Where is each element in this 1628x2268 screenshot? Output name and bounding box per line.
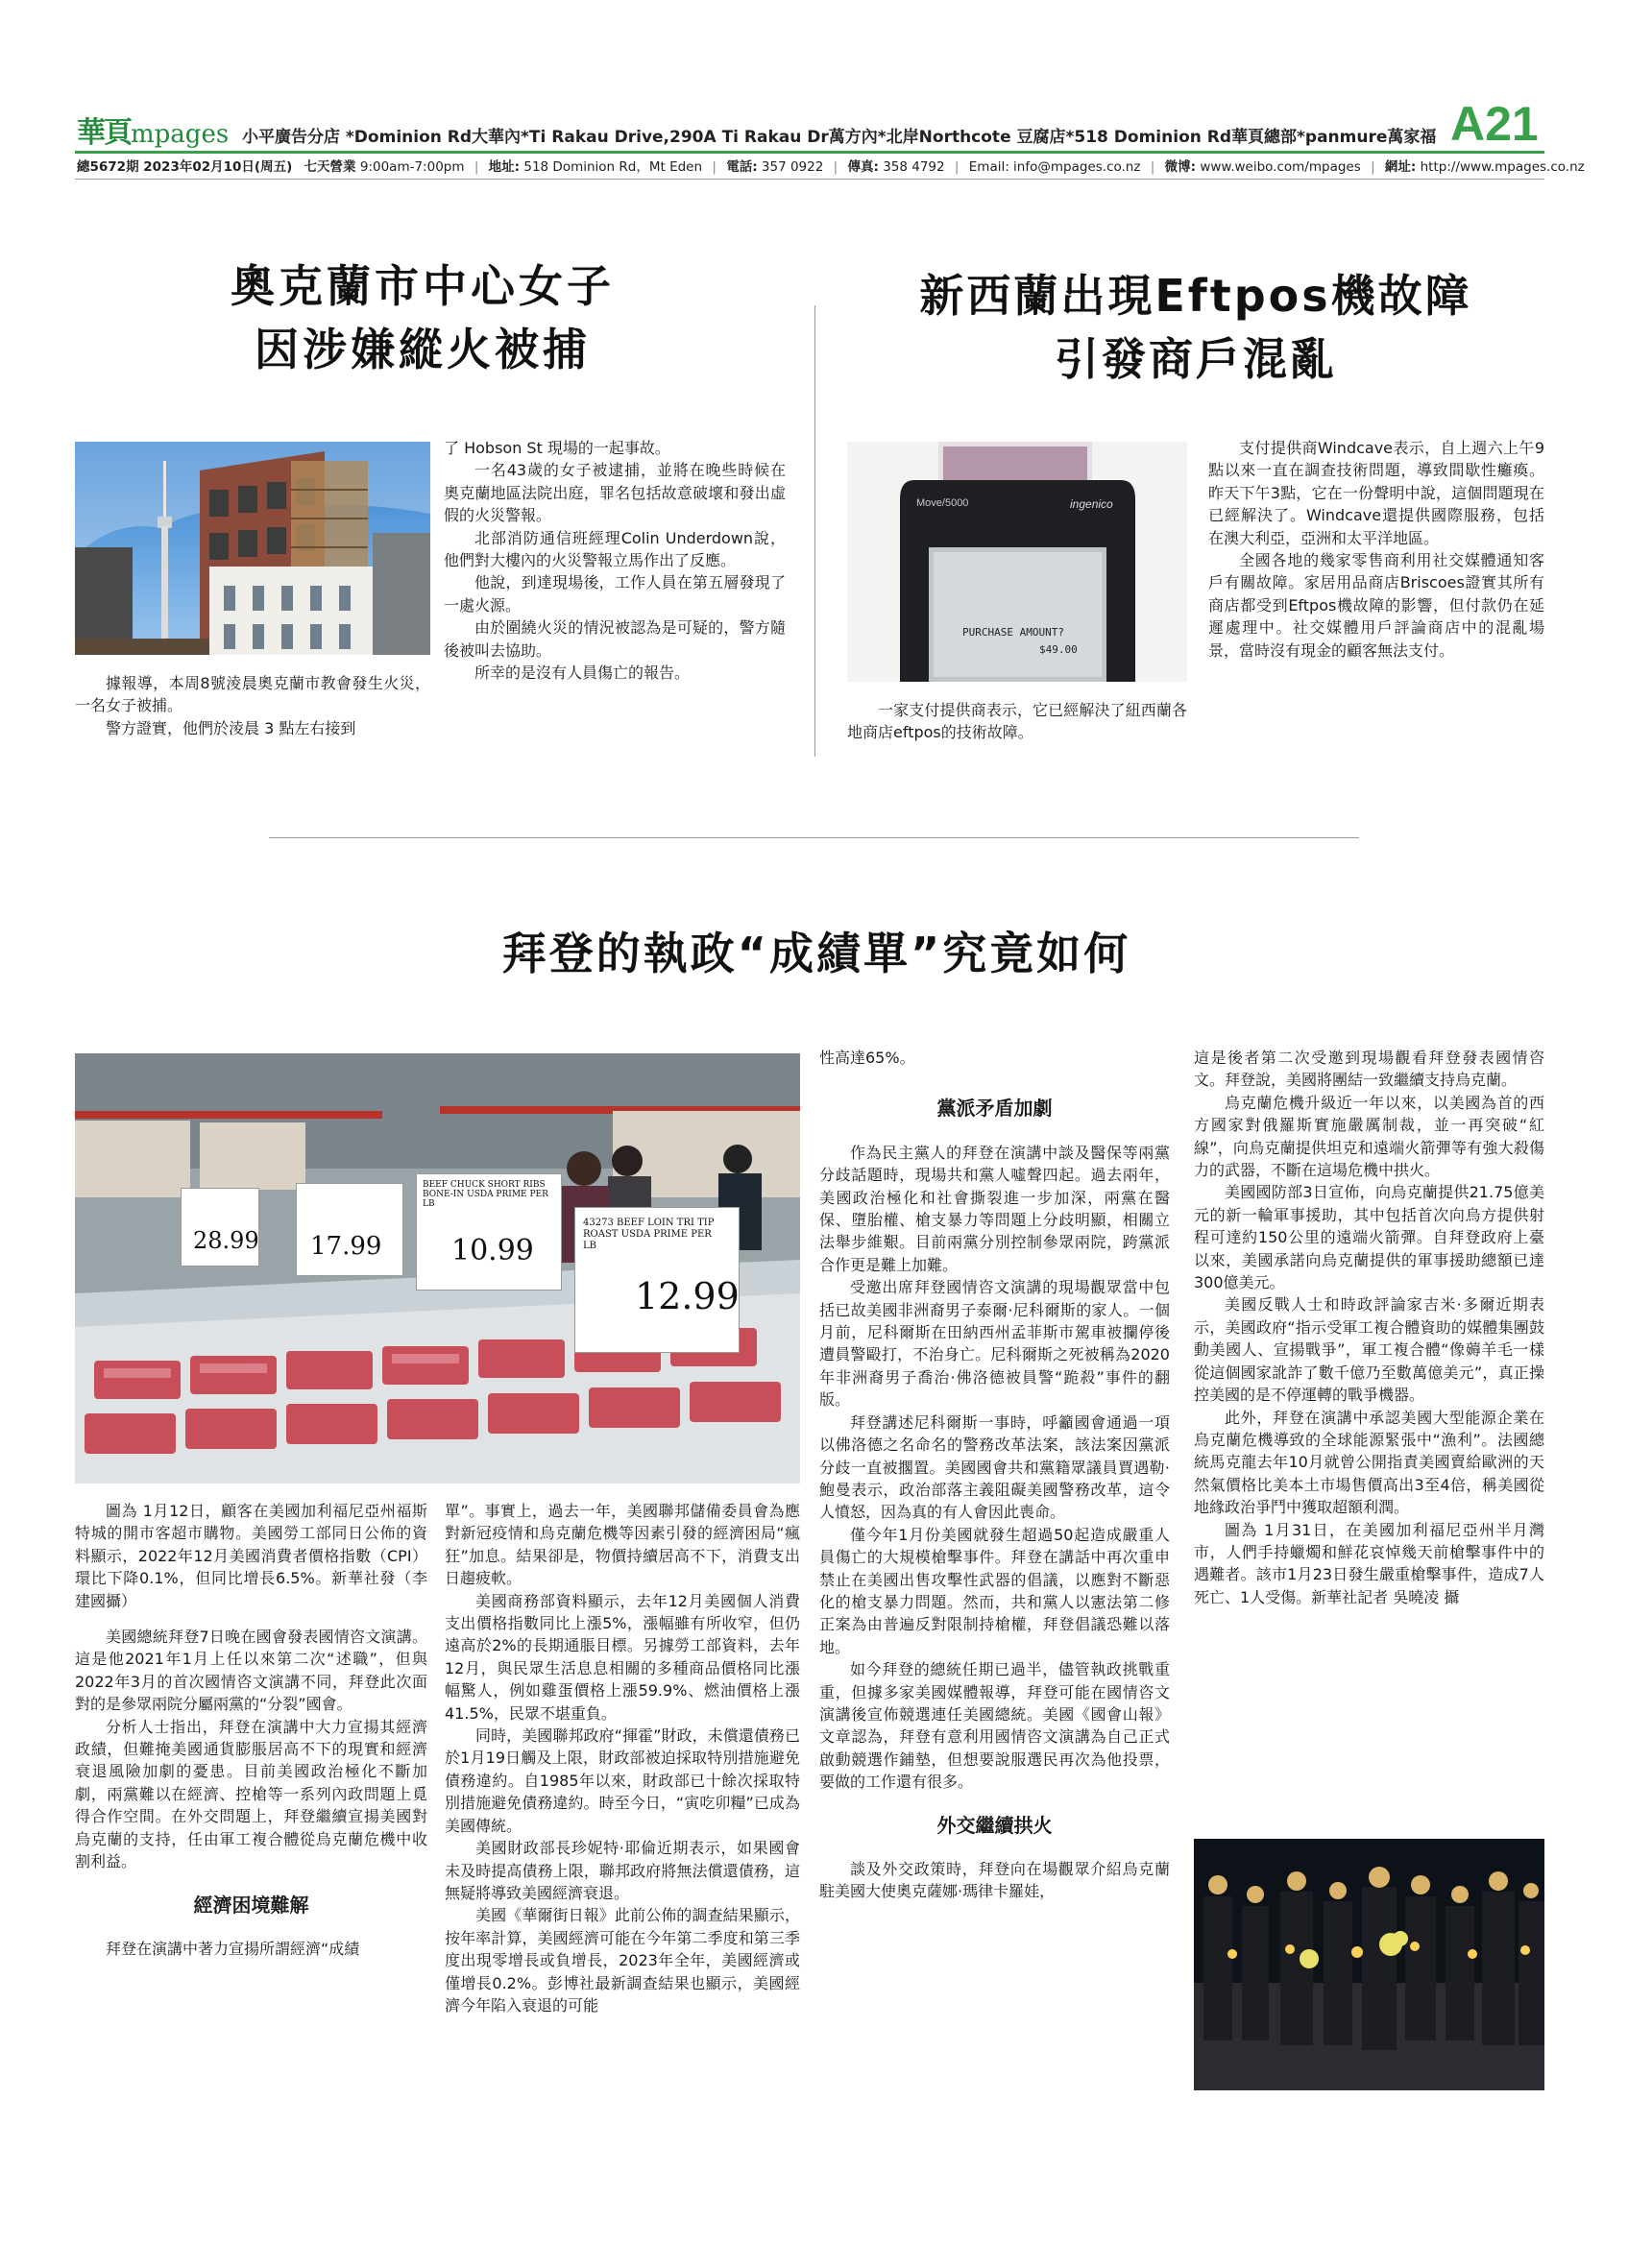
article3-col4-paragraph-4: 此外，拜登在演講中承認美國大型能源企業在烏克蘭危機導致的全球能源緊張中“漁利”。法國總統馬克龍去年10月就曾公開指責美國賣給歐洲的天然氣價格比美本土市場售價高出3至4倍，稱美國從地緣政治爭鬥中獲取超額利潤。 bbox=[1194, 1408, 1544, 1517]
article3-col3-paragraph-0: 性高達65%。 bbox=[819, 1049, 915, 1067]
article2-col-right bbox=[1208, 437, 1544, 662]
article2-caption: 一家支付提供商表示，它已經解決了紐西蘭各地商店eftpos的技術故障。 bbox=[847, 701, 1187, 742]
article1-paragraph-1-head: 警方證實，他們於淩晨 3 點左右接到 bbox=[106, 718, 356, 737]
terminal-amount: $49.00 bbox=[1039, 643, 1078, 656]
article3-col1-paragraph-1: 美國總統拜登7日晚在國會發表國情咨文演講。這是他2021年1月上任以來第二次“述職”，但與2022年3月的首次國情咨文演講不同，拜登此次面對的是參眾兩院分屬兩黨的“分裂”國會。 bbox=[75, 1628, 427, 1714]
article2-headline-line2: 引發商戶混亂 bbox=[1055, 333, 1337, 385]
article3-headline: 拜登的執政“成績單”究竟如何 bbox=[501, 928, 1131, 979]
terminal-model: Move/5000 bbox=[916, 497, 969, 509]
article3-col-1 bbox=[75, 1500, 427, 1960]
info-bar: 總5672期 2023年02月10日(周五) 七天營業 9:00am-7:00pm | 地址: 518 Dominion Rd，Mt Eden | 電話: 357 0922 | 傳真: 358 4792 | Email: info@mpages.co.nz | 微博: www.weibo.com/mpages | 網址: http://www.mpages.co.nz bbox=[77, 159, 1585, 175]
issue-label: 總5672期 2023年02月10日(周五) bbox=[77, 159, 293, 175]
article3-photo-vigil bbox=[1194, 1839, 1544, 2090]
article1-paragraph-1-tail: 了 Hobson St 現場的一起事故。 bbox=[444, 439, 670, 457]
section-divider bbox=[269, 837, 1359, 838]
article1-paragraph-4: 他說，到達現場後，工作人員在第五層發現了一處火源。 bbox=[444, 573, 786, 615]
article1-paragraph-2: 一名43歲的女子被逮捕，並將在晚些時候在奧克蘭地區法院出庭，罪名包括故意破壞和發出虛假的火災警報。 bbox=[444, 461, 786, 525]
article2-caption-block bbox=[847, 699, 1187, 744]
hours-value: 9:00am-7:00pm bbox=[359, 159, 465, 175]
article2-paragraph-2: 全國各地的幾家零售商利用社交媒體通知客戶有關故障。家居用品商店Briscoes證實其所有商店都受到Eftpos機故障的影響，但付款仍在延遲處理中。社交媒體用戶評論商店中的混亂場景，當時沒有現金的顧客無法支付。 bbox=[1208, 551, 1544, 660]
logo-mark: 華頁 bbox=[77, 116, 131, 150]
weibo-label: 微博: bbox=[1164, 159, 1197, 175]
article3-col4-paragraph-1: 烏克蘭危機升級近一年以來，以美國為首的西方國家對俄羅斯實施嚴厲制裁，並一再突破“紅線”，向烏克蘭提供坦克和遠端火箭彈等有強大殺傷力的武器，不斷在這場危機中拱火。 bbox=[1194, 1093, 1544, 1180]
article3-col4-caption: 圖為 1月31日，在美國加利福尼亞州半月灣市，人們手持蠟燭和鮮花哀悼幾天前槍擊事件中的遇難者。該市1月23日發生嚴重槍擊事件，造成7人死亡、1人受傷。新華社記者 吳曉凌 攝 bbox=[1194, 1520, 1544, 1606]
price-tag-3-desc: BEEF CHUCK SHORT RIBS BONE-IN USDA PRIME PER LB bbox=[423, 1180, 548, 1209]
article1-paragraph-6: 所幸的是沒有人員傷亡的報告。 bbox=[474, 664, 691, 683]
logo-wordmark: mpages bbox=[131, 120, 230, 149]
article3-col2-paragraph-3: 美國財政部長珍妮特·耶倫近期表示，如果國會未及時提高債務上限，聯邦政府將無法償還債務，這無疑將導致美國經濟衰退。 bbox=[445, 1839, 800, 1902]
article2-headline-line1: 新西蘭出現Eftpos機故障 bbox=[919, 270, 1472, 322]
article1-paragraph-5: 由於圍繞火災的情況被認為是可疑的，警方隨後被叫去協助。 bbox=[444, 618, 786, 660]
article3-col1-paragraph-2: 分析人士指出，拜登在演講中大力宣揚其經濟政績，但難掩美國通貨膨脹居高不下的現實和經濟衰退風險加劇的憂患。目前美國政治極化不斷加劇，兩黨難以在經濟、控槍等一系列內政問題上覓得合作空間。在外交問題上，拜登繼續宣揚美國對烏克蘭的支持，任由軍工複合體從烏克蘭危機中收割利益。 bbox=[75, 1717, 427, 1871]
article1-col-left bbox=[75, 672, 430, 739]
article1-photo bbox=[75, 442, 430, 655]
article3-col4-paragraph-0: 這是後者第二次受邀到現場觀看拜登發表國情咨文。拜登說，美國將團結一致繼續支持烏克蘭。 bbox=[1194, 1049, 1544, 1090]
header-rule bbox=[75, 151, 1544, 154]
article1-col-right bbox=[444, 437, 786, 684]
website-link[interactable]: http://www.mpages.co.nz bbox=[1420, 159, 1585, 175]
article3-col-4 bbox=[1194, 1047, 1544, 1608]
article3-col2-paragraph-0: 單”。事實上，過去一年，美國聯邦儲備委員會為應對新冠疫情和烏克蘭危機等因素引發的經濟困局“瘋狂”加息。結果卻是，物價持續居高不下，消費支出日趨疲軟。 bbox=[445, 1502, 800, 1588]
article3-col3-paragraph-6: 談及外交政策時，拜登向在場觀眾介紹烏克蘭駐美國大使奧克薩娜·瑪律卡羅娃， bbox=[819, 1860, 1170, 1901]
article1-paragraph-3: 北部消防通信班經理Colin Underdown說，他們對大樓內的火災警報立馬作出了反應。 bbox=[444, 528, 786, 570]
article3-col-2 bbox=[445, 1500, 800, 2016]
price-tag-2 bbox=[296, 1183, 403, 1276]
article3-col-3 bbox=[819, 1047, 1170, 1903]
header-thin-rule bbox=[75, 179, 1544, 180]
weibo-link[interactable]: www.weibo.com/mpages bbox=[1200, 159, 1361, 175]
article1-headline-line1: 奧克蘭市中心女子 bbox=[231, 260, 615, 312]
article3-col3-paragraph-5: 如今拜登的總統任期已過半，儘管執政挑戰重重，但據多家美國媒體報導，拜登可能在國情咨文演講後宣佈競選連任美國總統。美國《國會山報》文章認為，拜登有意利用國情咨文演講為自己正式啟動競選作鋪墊，但想要說服選民再次為他投票，要做的工作還有很多。 bbox=[819, 1660, 1170, 1792]
article3-col2-paragraph-1: 美國商務部資料顯示，去年12月美國個人消費支出價格指數同比上漲5%，漲幅雖有所收窄，但仍遠高於2%的長期通脹目標。另據勞工部資料，去年12月，與民眾生活息息相關的多種商品價格同比漲幅驚人，例如雞蛋價格上漲59.9%、燃油價格上漲41.5%，民眾不堪重負。 bbox=[445, 1591, 800, 1723]
article3-col2-paragraph-4: 美國《華爾街日報》此前公佈的調查結果顯示，按年率計算，美國經濟可能在今年第二季度和第三季度出現零增長或負增長，2023年全年，美國經濟或僅增長0.2%。彭博社最新調查結果也顯示，美國經濟今年陷入衰退的可能 bbox=[445, 1906, 800, 2015]
article3-photo-supermarket bbox=[75, 1053, 800, 1484]
article3-caption: 圖為 1月12日，顧客在美國加利福尼亞州福斯特城的開市客超市購物。美國勞工部同日公佈的資料顯示，2022年12月美國消費者價格指數（CPI）環比下降0.1%，但同比增長6.5%。新華社發（李建國攝） bbox=[75, 1502, 427, 1610]
page-number: A21 bbox=[1450, 97, 1539, 151]
price-tag-1 bbox=[181, 1188, 259, 1267]
price-tag-3 bbox=[416, 1173, 562, 1291]
price-tag-4-value: 12.99 bbox=[635, 1275, 740, 1317]
price-tag-4-desc: 43273 BEEF LOIN TRI TIP ROAST USDA PRIME PER LB bbox=[583, 1218, 715, 1251]
article3-subhead-diplomacy: 外交繼續拱火 bbox=[936, 1813, 1053, 1837]
article3-col4-paragraph-2: 美國國防部3日宣佈，向烏克蘭提供21.75億美元的新一輪軍事援助，其中包括首次向烏方提供射程可達約150公里的遠端火箭彈。自拜登政府上臺以來，美國承諾向烏克蘭提供的軍事援助總額已達300億美元。 bbox=[1194, 1183, 1544, 1292]
article1-headline bbox=[173, 254, 672, 381]
email-link[interactable]: Email: info@mpages.co.nz bbox=[968, 159, 1141, 175]
article3-col1-paragraph-3: 拜登在演講中著力宣揚所謂經濟“成績 bbox=[106, 1939, 360, 1958]
masthead-logo bbox=[77, 109, 240, 150]
hours-label: 七天營業 bbox=[304, 159, 356, 175]
article2-photo bbox=[847, 442, 1187, 682]
article3-col3-paragraph-4: 僅今年1月份美國就發生超過50起造成嚴重人員傷亡的大規模槍擊事件。拜登在講話中再次重申禁止在美國出售攻擊性武器的倡議，以應對不斷惡化的槍支暴力問題。然而，共和黨人以憲法第二修正案為由普遍反對限制持槍權，拜登倡議恐難以落地。 bbox=[819, 1525, 1170, 1656]
column-divider bbox=[814, 305, 815, 757]
article3-col2-paragraph-2: 同時，美國聯邦政府“揮霍”財政，未償還債務已於1月19日觸及上限，財政部被迫採取特別措施避免債務違約。自1985年以來，財政部已十餘次採取特別措施避免債務違約。時至今日，“寅吃卯糧”已成為美國傳統。 bbox=[445, 1726, 800, 1835]
price-tag-2-value: 17.99 bbox=[310, 1232, 382, 1261]
article3-col3-paragraph-2: 受邀出席拜登國情咨文演講的現場觀眾當中包括已故美國非洲裔男子泰爾·尼科爾斯的家人。一個月前，尼科爾斯在田納西州孟菲斯市駕車被攔停後遭員警毆打，不治身亡。尼科爾斯之死被稱為2020年非洲裔男子喬治·佛洛德被員警“跪殺”事件的翻版。 bbox=[819, 1278, 1170, 1410]
article1-headline-line2: 因涉嫌縱火被捕 bbox=[255, 324, 591, 375]
address-label: 地址: bbox=[488, 159, 521, 175]
article3-col3-paragraph-1: 作為民主黨人的拜登在演講中談及醫保等兩黨分歧話題時，現場共和黨人噓聲四起。過去兩年，美國政治極化和社會撕裂進一步加深，兩黨在醫保、墮胎權、槍支暴力等問題上分歧明顯，相關立法舉步維艱。目前兩黨分別控制參眾兩院，跨黨派合作更是難上加難。 bbox=[819, 1143, 1170, 1274]
address-value: 518 Dominion Rd，Mt Eden bbox=[523, 159, 703, 175]
web-label: 網址: bbox=[1384, 159, 1417, 175]
fax-value: 358 4792 bbox=[883, 159, 945, 175]
article1-caption: 據報導，本周8號淩晨奧克蘭市教會發生火災，一名女子被捕。 bbox=[75, 674, 430, 715]
article2-headline bbox=[860, 264, 1532, 391]
branch-list: 小平廣告分店 *Dominion Rd大華內*Ti Rakau Drive,290A Ti Rakau Dr萬方內*北岸Northcote 豆腐店*518 Dominion Rd華頁總部*panmure萬家福 bbox=[242, 128, 1437, 147]
phone-label: 電話: bbox=[726, 159, 758, 175]
price-tag-4 bbox=[574, 1207, 740, 1353]
fax-label: 傳真: bbox=[847, 159, 879, 175]
terminal-screen-text: PURCHASE AMOUNT? bbox=[962, 626, 1064, 639]
price-tag-3-value: 10.99 bbox=[451, 1234, 534, 1267]
article3-col3-paragraph-3: 拜登講述尼科爾斯一事時，呼籲國會通過一項以佛洛德之名命名的警務改革法案，該法案因黨派分歧一直被擱置。美國國會共和黨籍眾議員賈遇勒·鮑曼表示，政治部落主義阻礙美國警務改革，這令人憤怒，因為真的有人會因此喪命。 bbox=[819, 1412, 1170, 1522]
article3-col4-paragraph-3: 美國反戰人士和時政評論家吉米·多爾近期表示，美國政府“指示受軍工複合體資助的媒體集團鼓動美國人、宣揚戰爭”，軍工複合體“像薅羊毛一樣從這個國家訛詐了數千億乃至數萬億美元”，真正操控美國的是不停運轉的戰爭機器。 bbox=[1194, 1295, 1544, 1405]
terminal-brand: ingenico bbox=[1070, 497, 1113, 511]
phone-value: 357 0922 bbox=[761, 159, 824, 175]
price-tag-1-value: 28.99 bbox=[193, 1227, 259, 1254]
article3-subhead-partisan: 黨派矛盾加劇 bbox=[936, 1097, 1053, 1121]
article3-subhead-economy: 經濟困境難解 bbox=[193, 1893, 309, 1917]
article2-paragraph-1: 支付提供商Windcave表示，自上週六上午9點以來一直在調查技術問題，導致間歇性癱瘓。昨天下午3點，它在一份聲明中說，這個問題現在已經解決了。Windcave還提供國際服務，包括在澳大利亞，亞洲和太平洋地區。 bbox=[1208, 439, 1544, 547]
